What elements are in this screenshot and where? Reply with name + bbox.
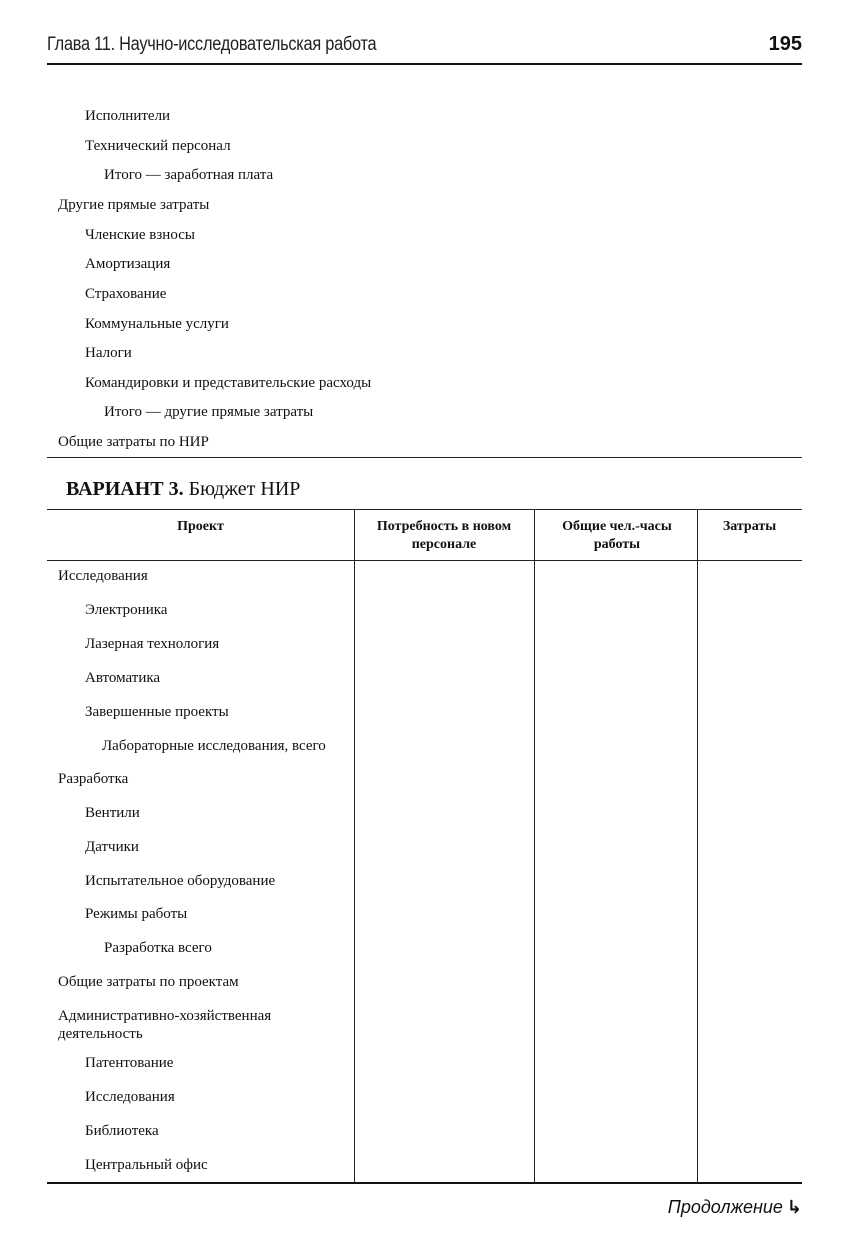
chapter-title: Глава 11. Научно-исследовательская работа xyxy=(47,34,377,55)
column-header-new-staff: Потребность в новом персонале xyxy=(376,519,512,552)
table-row: Электроника xyxy=(85,602,168,618)
variant-label: ВАРИАНТ 3. xyxy=(66,478,184,500)
column-header-man-hours: Общие чел.-часы работы xyxy=(562,519,672,552)
table-row: Исследования xyxy=(58,568,148,584)
table-row: Разработка всего xyxy=(104,940,212,956)
table-row: Исследования xyxy=(85,1089,175,1105)
list-item: Членские взносы xyxy=(85,227,195,243)
list-item: Другие прямые затраты xyxy=(58,197,210,213)
table-row: Разработка xyxy=(58,771,129,787)
table-row: Режимы работы xyxy=(85,906,188,922)
table-top-rule xyxy=(47,509,802,510)
list-item: Технический персонал xyxy=(85,138,231,154)
variant-title: Бюджет НИР xyxy=(188,478,301,500)
list-item: Итого — заработная плата xyxy=(104,167,274,183)
table-row: Патентование xyxy=(85,1055,174,1071)
continued-label: Продолжение xyxy=(667,1197,783,1217)
list-item: Налоги xyxy=(85,345,132,361)
table-row: Датчики xyxy=(85,839,139,855)
header-rule xyxy=(47,63,802,65)
table-row: Библиотека xyxy=(85,1123,159,1139)
column-divider xyxy=(697,509,698,1183)
table-row: Автоматика xyxy=(85,670,161,686)
table-row: Лазерная технология xyxy=(85,636,220,652)
list-item: Итого — другие прямые затраты xyxy=(104,404,314,420)
variant-heading xyxy=(66,478,300,501)
table-row: Лабораторные исследования, всего xyxy=(102,738,326,754)
continued-note xyxy=(668,1197,802,1218)
table-bottom-rule xyxy=(47,1182,802,1184)
column-divider xyxy=(534,509,535,1183)
column-header-costs: Затраты xyxy=(722,519,777,534)
table-row: Административно-хозяйственная деятельность xyxy=(58,1008,272,1042)
table-row: Центральный офис xyxy=(85,1157,208,1173)
page-number: 195 xyxy=(768,33,802,55)
table-row: Испытательное оборудование xyxy=(85,873,276,889)
list-item: Амортизация xyxy=(85,256,171,272)
table-header-rule xyxy=(47,560,802,561)
table-row: Общие затраты по проектам xyxy=(58,974,239,990)
table-row: Завершенные проекты xyxy=(85,704,229,720)
list-item: Общие затраты по НИР xyxy=(58,434,209,450)
table-row: Вентили xyxy=(85,805,140,821)
list-item: Страхование xyxy=(85,286,167,302)
list-item: Исполнители xyxy=(85,108,171,124)
column-header-project: Проект xyxy=(177,519,224,534)
list-item: Коммунальные услуги xyxy=(85,316,229,332)
arrow-right-icon: ↳ xyxy=(786,1197,802,1217)
budget-table xyxy=(47,509,802,1183)
section-rule xyxy=(47,457,802,458)
list-item: Командировки и представительские расходы xyxy=(85,375,372,391)
column-divider xyxy=(354,509,355,1183)
